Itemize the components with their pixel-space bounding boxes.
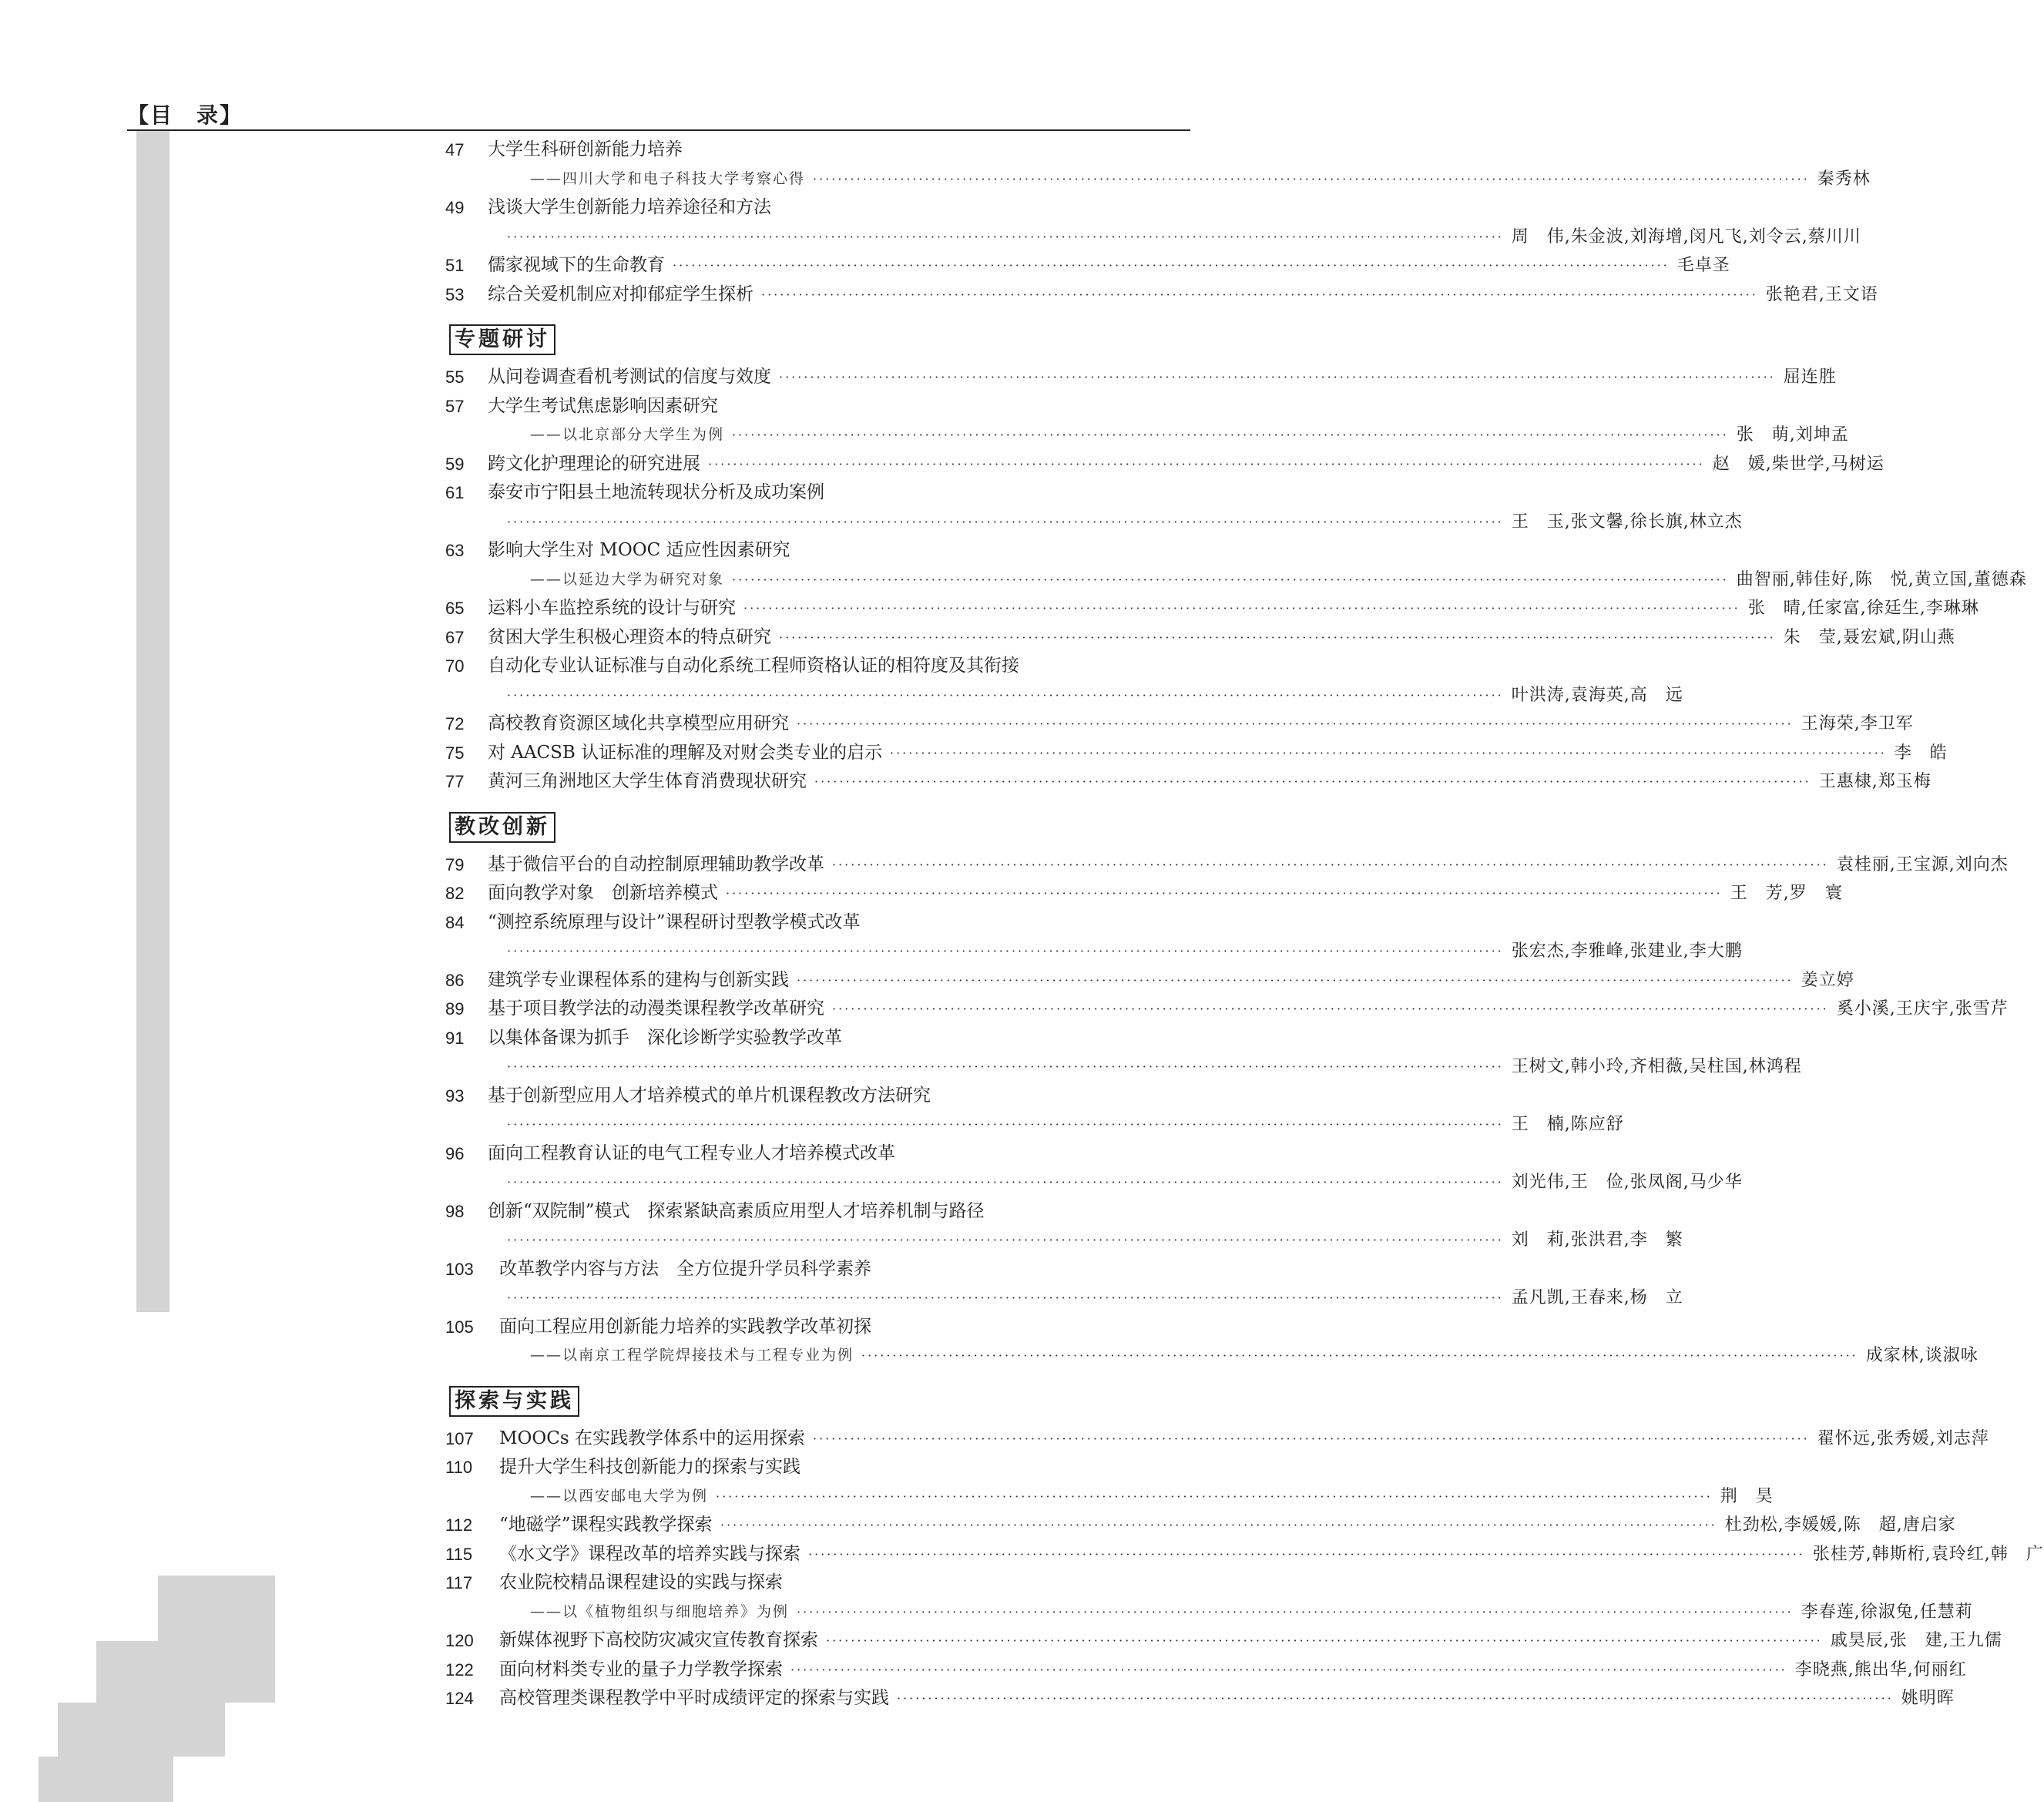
entry-title: 建筑学专业课程体系的建构与创新实践 [488,969,789,990]
dot-leader [713,1511,1956,1540]
entry-title: 贫困大学生积极心理资本的特点研究 [488,626,771,647]
entry-authors: 张 萌,刘坤孟 [1736,425,1849,445]
toc-entry[interactable] [445,851,2009,880]
entry-page-number: 110 [445,1458,473,1477]
toc-entry[interactable] [445,767,1932,797]
entry-authors: 张 晴,任家富,徐廷生,李琳琳 [1747,599,1979,618]
entry-page-number: 86 [445,970,465,990]
toc-entry[interactable] [445,995,2009,1024]
entry-page-number: 57 [445,396,465,416]
entry-page-number: 122 [445,1659,474,1680]
entry-authors: 王 楠,陈应舒 [1511,1115,1624,1134]
leader-dots: ································································································································································ [708,456,1705,471]
dot-leader [789,710,1914,739]
entry-title: 大学生科研创新能力培养 [488,139,683,159]
section-title: 专题研讨 [449,324,555,355]
leader-dots: ································································································································································ [732,428,1729,442]
leader-dots: ································································································································································ [720,1518,1717,1532]
dot-leader [789,966,1854,995]
entry-title: 改革教学内容与方法 全方位提升学员科学素养 [499,1258,871,1279]
toc-entry[interactable] [445,739,1948,768]
entry-subtitle: ——以《植物组织与细胞培养》为例 [530,1602,790,1620]
toc-subtitle-row [445,165,1871,194]
entry-title: 面向材料类专业的量子力学教学探索 [499,1659,783,1680]
entry-authors: 王海荣,李卫军 [1801,714,1914,733]
entry-title: 影响大学生对 MOOC 适应性因素研究 [488,540,790,560]
leader-dots: ································································································································································ [808,1546,1805,1562]
entry-title: 高校教育资源区域化共享模型应用研究 [488,713,789,733]
leader-dots: ································································································································································ [861,1348,1858,1363]
decorative-step-block [39,1757,173,1802]
entry-authors: 张桂芳,韩斯桁,袁玲红,韩 广 [1812,1544,2044,1564]
entry-title: 以集体备课为抓手 深化诊断学实验教学改革 [488,1027,842,1048]
leader-dots: ································································································································································ [813,171,1810,186]
leader-dots: ································································································································································ [826,1633,1823,1648]
toc-author-row [445,1226,1683,1255]
dot-leader [499,681,1683,710]
leader-dots: ································································································································································ [832,1002,1829,1016]
toc-entry[interactable] [445,1197,1191,1227]
leader-dots: ································································································································································ [726,886,1723,901]
dot-leader [783,1656,1967,1685]
leader-dots: ································································································································································ [897,1691,1894,1706]
dot-leader [708,1482,1774,1512]
entry-authors: 周 伟,朱金波,刘海增,闵凡飞,刘令云,蔡川川 [1511,227,1861,247]
toc-entry[interactable] [445,1684,1955,1713]
toc-entry[interactable] [445,392,1191,421]
dot-leader [700,450,1885,479]
leader-dots: ································································································································································ [673,258,1670,273]
toc-entry[interactable] [445,710,1914,739]
entry-authors: 王惠棣,郑玉梅 [1818,772,1932,791]
entry-subtitle: ——四川大学和电子科技大学考察心得 [530,169,806,187]
toc-entry[interactable] [445,623,1955,653]
dot-leader [499,1168,1743,1197]
entry-title: 泰安市宁阳县土地流转现状分析及成功案例 [488,482,824,502]
entry-authors: 荆 昊 [1720,1486,1774,1506]
entry-title: 跨文化护理理论的研究进展 [488,453,700,474]
entry-page-number: 120 [445,1631,474,1650]
dot-leader [882,739,1948,768]
entry-title: 创新“双院制”模式 探索紧缺高素质应用型人才培养机制与路径 [488,1200,985,1221]
toc-subtitle-row [445,421,1849,450]
entry-authors: 翟怀远,张秀媛,刘志萍 [1817,1428,1989,1448]
entry-title: 基于创新型应用人才培养模式的单片机课程教改方法研究 [488,1085,931,1106]
entry-page-number: 84 [445,912,465,932]
leader-dots: ································································································································································ [507,1290,1504,1305]
entry-title: 浅谈大学生创新能力培养途径和方法 [488,197,771,217]
dot-leader [499,1110,1624,1139]
toc-entry[interactable] [445,450,1885,479]
entry-authors: 成家林,谈淑咏 [1865,1346,1979,1365]
entry-title: 自动化专业认证标准与自动化系统工程师资格认证的相符度及其衔接 [488,656,1019,676]
toc-entry[interactable] [445,1255,1191,1284]
leader-dots: ································································································································································ [507,514,1504,529]
entry-authors: 奚小溪,王庆宇,张雪芹 [1836,999,2009,1018]
entry-page-number: 93 [445,1086,465,1106]
leader-dots: ································································································································································ [507,687,1504,703]
table-of-contents [445,136,2044,1713]
entry-page-number: 65 [445,599,465,618]
leader-dots: ································································································································································ [507,1175,1504,1190]
dot-leader [771,623,1955,653]
toc-entry[interactable] [445,652,1191,681]
toc-entry[interactable] [445,966,1854,995]
leader-dots: ································································································································································ [814,774,1811,789]
entry-authors: 曲智丽,韩佳好,陈 悦,黄立国,董德森 [1736,569,2027,589]
entry-authors: 李 皓 [1894,743,1948,763]
entry-page-number: 98 [445,1201,465,1221]
entry-title: 提升大学生科技创新能力的探索与实践 [499,1457,800,1477]
entry-title: 面向教学对象 创新培养模式 [488,883,718,903]
decorative-step-block [158,1575,275,1641]
entry-page-number: 61 [445,483,465,502]
entry-authors: 王 玉,张文馨,徐长旗,林立杰 [1511,512,1743,532]
entry-page-number: 103 [445,1259,474,1279]
dot-leader [499,1052,1802,1082]
entry-authors: 赵 媛,柴世学,马树运 [1712,454,1885,474]
entry-page-number: 77 [445,772,465,791]
dot-leader [718,879,1843,908]
entry-page-number: 89 [445,999,465,1018]
leader-dots: ································································································································································ [507,1059,1504,1074]
toc-entry[interactable] [445,1453,1191,1482]
toc-subtitle-row [445,1598,1973,1627]
dot-leader [499,1284,1683,1313]
toc-author-row [445,681,1683,710]
entry-authors: 王树文,韩小玲,齐相薇,吴柱国,林鸿程 [1511,1057,1802,1076]
toc-author-row [445,1110,1624,1139]
dot-leader [805,165,1871,194]
entry-title: 黄河三角洲地区大学生体育消费现状研究 [488,771,807,791]
entry-title: “地磁学”课程实践教学探索 [499,1515,713,1535]
dot-leader [736,594,1979,623]
entry-page-number: 53 [445,284,465,304]
entry-authors: 叶洪涛,袁海英,高 远 [1511,685,1683,705]
entry-page-number: 59 [445,454,465,474]
entry-subtitle: ——以西安邮电大学为例 [530,1487,709,1505]
toc-entry[interactable] [445,1313,1191,1342]
toc-entry[interactable] [445,1656,1967,1685]
toc-entry[interactable] [445,1540,2044,1569]
dot-leader [771,363,1837,392]
leader-dots: ································································································································································ [732,572,1729,587]
entry-page-number: 47 [445,140,465,159]
leader-dots: ································································································································································ [813,1431,1810,1446]
entry-title: 新媒体视野下高校防灾减灾宣传教育探索 [499,1630,818,1650]
entry-page-number: 63 [445,541,465,560]
toc-entry[interactable] [445,363,1837,392]
toc-entry[interactable] [445,1139,1191,1169]
dot-leader [805,1424,1989,1454]
entry-page-number: 70 [445,656,465,676]
toc-entry[interactable] [445,1082,1191,1111]
dot-leader [499,1226,1683,1255]
toc-author-row [445,223,1861,252]
header-title: 【目 录】 [127,102,243,128]
entry-page-number: 107 [445,1428,474,1448]
entry-title: 儒家视域下的生命教育 [488,255,665,275]
dot-leader [824,851,2009,880]
entry-page-number: 96 [445,1143,465,1163]
entry-title: “测控系统原理与设计”课程研讨型教学模式改革 [488,911,861,932]
entry-title: 从问卷调查看机考测试的信度与效度 [488,367,771,387]
entry-title: 农业院校精品课程建设的实践与探索 [499,1572,783,1592]
toc-subtitle-row [445,1341,1979,1371]
entry-authors: 姜立婷 [1801,970,1854,990]
toc-entry[interactable] [445,251,1730,280]
entry-page-number: 67 [445,627,465,647]
entry-page-number: 49 [445,198,465,217]
leader-dots: ································································································································································ [507,1117,1504,1132]
dot-leader [499,223,1861,252]
toc-entry[interactable] [445,478,1191,508]
entry-page-number: 105 [445,1317,474,1337]
section-title: 探索与实践 [449,1386,579,1417]
entry-page-number: 82 [445,884,465,903]
decorative-side-bar [136,131,169,1312]
entry-title: 综合关爱机制应对抑郁症学生探析 [488,284,753,304]
entry-authors: 姚明晖 [1901,1689,1955,1708]
leader-dots: ································································································································································ [743,601,1740,616]
entry-page-number: 117 [445,1573,473,1592]
toc-entry[interactable] [445,1424,1989,1454]
entry-page-number: 91 [445,1028,465,1048]
leader-dots: ································································································································································ [507,229,1504,244]
toc-entry[interactable] [445,1569,1191,1598]
entry-page-number: 79 [445,854,465,874]
dot-leader [889,1684,1955,1713]
entry-subtitle: ——以延边大学为研究对象 [530,570,725,588]
toc-entry[interactable] [445,536,1191,565]
toc-entry[interactable] [445,280,1878,310]
section-title: 教改创新 [449,812,555,843]
section-heading [445,1371,1191,1424]
leader-dots: ································································································································································ [890,745,1887,760]
entry-authors: 刘 莉,张洪君,李 繁 [1511,1230,1683,1250]
leader-dots: ································································································································································ [716,1488,1713,1504]
decorative-step-block [96,1641,275,1703]
dot-leader [789,1598,1973,1627]
toc-subtitle-row [445,565,2027,595]
entry-page-number: 51 [445,256,465,275]
toc-author-row [445,1168,1743,1197]
entry-title: 面向工程应用创新能力培养的实践教学改革初探 [499,1316,871,1337]
section-heading [445,797,1191,851]
entry-authors: 李晓燕,熊出华,何丽红 [1794,1659,1967,1680]
dot-leader [818,1626,2002,1656]
dot-leader [753,280,1878,310]
toc-entry[interactable] [445,908,1191,938]
entry-title: MOOCs 在实践教学体系中的运用探索 [499,1428,805,1448]
toc-entry[interactable] [445,136,1191,165]
leader-dots: ································································································································································ [507,1233,1504,1247]
entry-page-number: 124 [445,1689,474,1708]
entry-authors: 孟凡凯,王春来,杨 立 [1511,1288,1683,1307]
entry-authors: 袁桂丽,王宝源,刘向杰 [1836,854,2009,874]
dot-leader [724,421,1849,450]
toc-author-row [445,1284,1683,1313]
dot-leader [665,251,1730,280]
entry-authors: 张宏杰,李雅峰,张建业,李大鹏 [1511,941,1743,961]
leader-dots: ································································································································································ [761,287,1758,302]
entry-title: 《水文学》课程改革的培养实践与探索 [499,1543,800,1564]
leader-dots: ································································································································································ [797,1604,1794,1619]
entry-authors: 毛卓圣 [1676,256,1730,275]
entry-authors: 杜劲松,李媛媛,陈 超,唐启家 [1724,1515,1956,1535]
dot-leader [800,1540,2044,1569]
entry-page-number: 115 [445,1544,473,1564]
entry-authors: 秦秀林 [1817,169,1871,189]
leader-dots: ································································································································································ [790,1662,1787,1677]
leader-dots: ································································································································································ [832,857,1829,872]
dot-leader [807,767,1932,797]
entry-authors: 朱 莹,聂宏斌,阴山燕 [1783,627,1955,647]
dot-leader [499,508,1743,537]
decorative-step-block [58,1703,225,1757]
entry-title: 基于项目教学法的动漫类课程教学改革研究 [488,998,824,1018]
leader-dots: ································································································································································ [779,629,1776,645]
page-header [127,97,1190,131]
leader-dots: ································································································································································ [779,370,1776,384]
entry-title: 对 AACSB 认证标准的理解及对财会类专业的启示 [488,742,883,763]
entry-authors: 刘光伟,王 俭,张凤阁,马少华 [1511,1173,1743,1192]
entry-page-number: 112 [445,1515,473,1535]
toc-entry[interactable] [445,1511,1956,1540]
entry-authors: 戚昊辰,张 建,王九儒 [1830,1631,2002,1650]
entry-title: 高校管理类课程教学中平时成绩评定的探索与实践 [499,1688,889,1708]
leader-dots: ································································································································································ [797,716,1794,731]
dot-leader [854,1341,1979,1371]
toc-entry[interactable] [445,1024,1191,1053]
entry-subtitle: ——以南京工程学院焊接技术与工程专业为例 [530,1347,854,1364]
toc-author-row [445,1052,1802,1082]
entry-authors: 张艳君,王文语 [1765,284,1878,304]
toc-author-row [445,937,1743,966]
entry-title: 面向工程教育认证的电气工程专业人才培养模式改革 [488,1143,895,1163]
entry-authors: 李春莲,徐淑兔,任慧莉 [1801,1602,1973,1622]
toc-subtitle-row [445,1482,1774,1512]
dot-leader [724,565,2027,595]
entry-title: 大学生考试焦虑影响因素研究 [488,395,718,416]
entry-page-number: 75 [445,743,465,763]
entry-subtitle: ——以北京部分大学生为例 [530,426,725,443]
section-heading [445,309,1191,363]
entry-page-number: 55 [445,367,465,387]
dot-leader [824,995,2009,1024]
toc-entry[interactable] [445,594,1979,623]
dot-leader [499,937,1743,966]
entry-title: 基于微信平台的自动控制原理辅助教学改革 [488,854,824,874]
toc-entry[interactable] [445,879,1843,908]
entry-authors: 王 芳,罗 寰 [1730,884,1843,903]
leader-dots: ································································································································································ [507,944,1504,958]
leader-dots: ································································································································································ [797,972,1794,988]
entry-title: 运料小车监控系统的设计与研究 [488,598,736,618]
entry-authors: 屈连胜 [1783,367,1837,387]
toc-entry[interactable] [445,193,1191,223]
toc-entry[interactable] [445,1626,2002,1656]
toc-author-row [445,508,1743,537]
entry-page-number: 72 [445,714,465,733]
